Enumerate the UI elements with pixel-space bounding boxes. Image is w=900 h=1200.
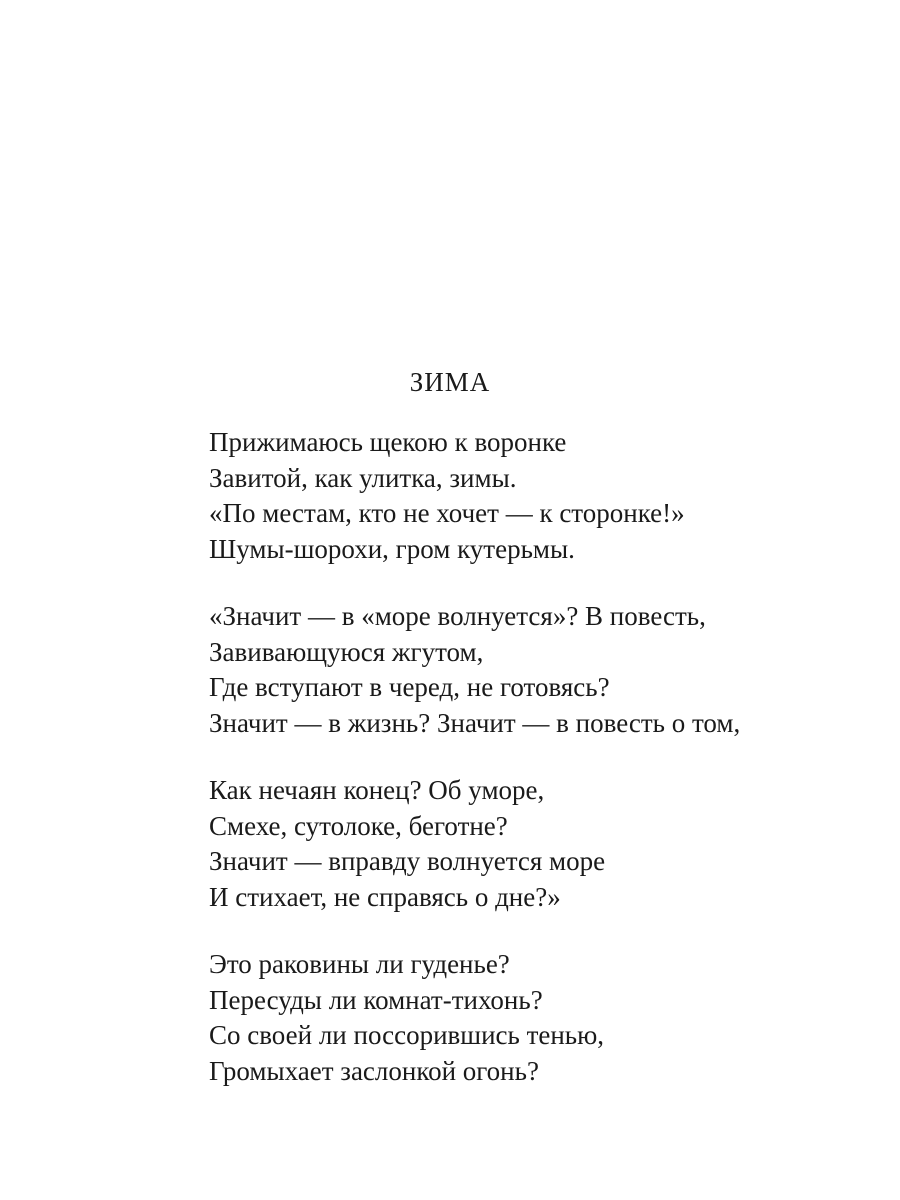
poem-line: Как нечаян конец? Об уморе, [209,775,545,805]
poem-line: Пересуды ли комнат-тихонь? [209,984,543,1015]
poem-line: «Значит — в «море волнуется»? В повесть, [209,601,706,631]
stanza-2 [209,599,829,741]
poem-line: Значит — в жизнь? Значит — в повесть о том, [209,707,741,738]
poem-line: Где вступают в черед, не готовясь? [209,672,610,702]
poem-line: Громыхает заслонкой огонь? [209,1055,539,1086]
poem-line: Прижимаюсь щекою к воронке [209,427,567,457]
poem-line: Шумы-шорохи, гром кутерьмы. [209,533,575,564]
poem-title: ЗИМА [409,367,491,397]
stanza-3 [209,773,829,915]
stanza-1 [209,425,829,567]
poem-body [209,425,829,1121]
poem-line: Со своей ли поссорившись тенью, [209,1020,605,1050]
poem-line: «По местам, кто не хочет — к сторонке!» [209,498,685,528]
poem-line: Смехе, сутолоке, беготне? [209,810,508,841]
poem-line: Значит — вправду волнуется море [209,846,606,876]
poem-line: Это раковины ли гуденье? [209,949,510,979]
stanza-4 [209,947,829,1089]
poem-line: Завитой, как улитка, зимы. [209,462,517,493]
poem-line: И стихает, не справясь о дне?» [209,881,561,912]
poem-line: Завивающуюся жгутом, [209,636,484,667]
